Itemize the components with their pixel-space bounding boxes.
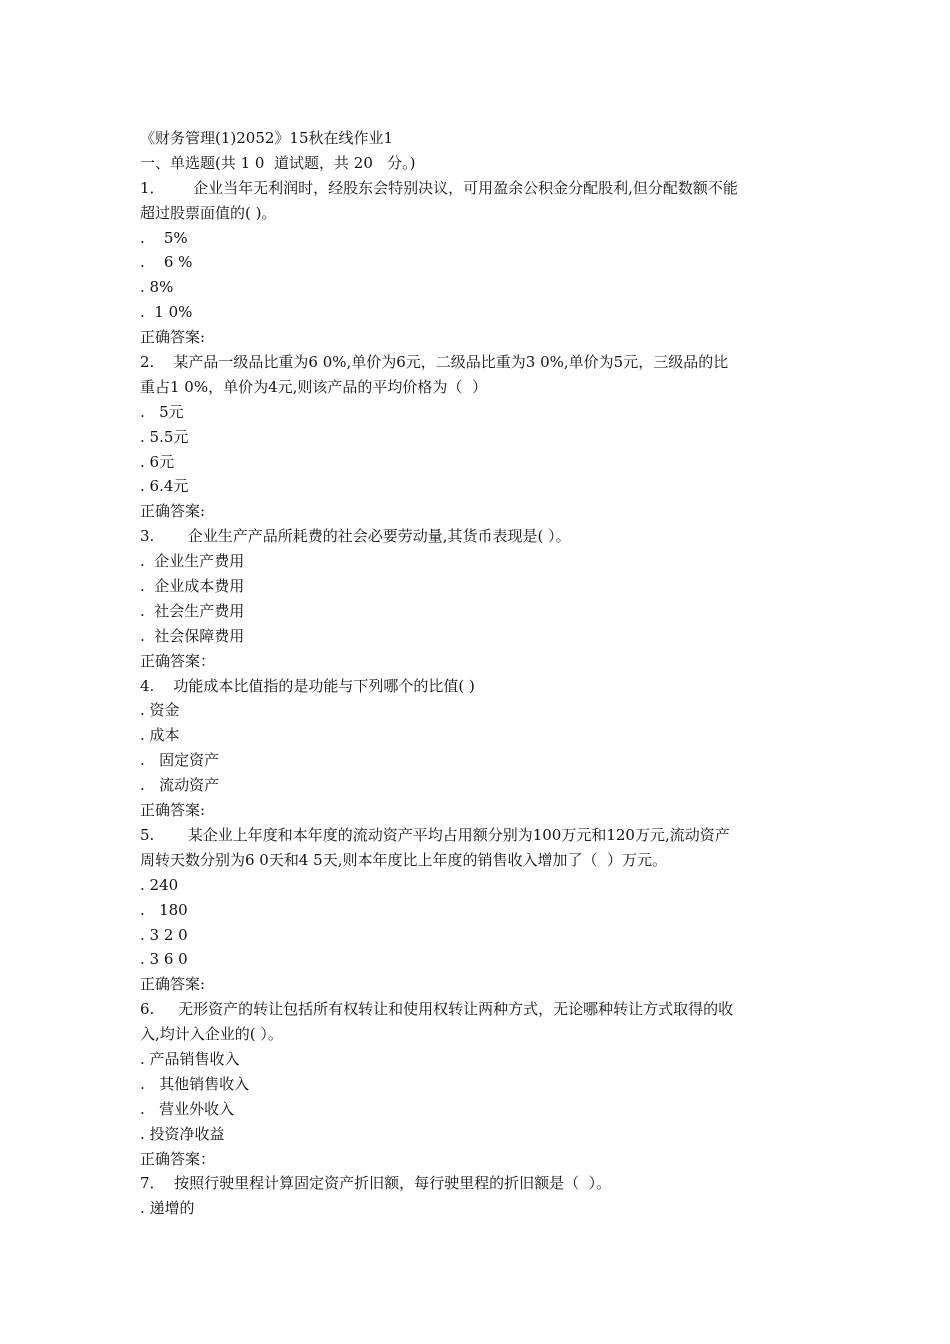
question-text: 1． 企业当年无利润时，经股东会特别决议，可用盈余公积金分配股利,但分配数额不能 (140, 178, 738, 197)
option-b: . 5.5元 (140, 427, 189, 446)
question-text: 入,均计入企业的( ）。 (140, 1025, 283, 1044)
answer-label: 正确答案： (140, 1149, 216, 1168)
option-c: . 3 2 0 (140, 925, 188, 944)
question-2 (140, 350, 820, 524)
option-d: . 6.4元 (140, 477, 189, 496)
question-1 (140, 176, 820, 350)
option-a: . 5元 (140, 402, 184, 421)
question-text: 3. 企业生产产品所耗费的社会必要劳动量,其货币表现是( ）。 (140, 527, 571, 546)
question-7 (140, 1171, 820, 1221)
answer-label: 正确答案: (140, 502, 206, 521)
option-b: . 180 (140, 900, 188, 919)
option-a: . 资金 (140, 701, 180, 720)
option-a: . 递增的 (140, 1199, 195, 1218)
option-d: . 投资净收益 (140, 1124, 225, 1143)
question-text: 6. 无形资产的转让包括所有权转让和使用权转让两种方式，无论哪种转让方式取得的收 (140, 1000, 734, 1019)
option-a: . 5% (140, 228, 188, 247)
question-text: 5. 某企业上年度和本年度的流动资产平均占用额分别为100万元和120万元,流动资产 (140, 825, 730, 844)
option-a: . 企业生产费用 (140, 552, 245, 571)
option-d: . 1 0% (140, 303, 193, 322)
document-body (140, 126, 820, 1221)
option-b: . 成本 (140, 726, 180, 745)
answer-label: 正确答案: (140, 328, 206, 347)
question-3 (140, 524, 820, 673)
option-c: . 社会生产费用 (140, 601, 245, 620)
option-d: . 流动资产 (140, 776, 220, 795)
option-a: . 240 (140, 875, 179, 894)
option-d: . 3 6 0 (140, 950, 188, 969)
option-c: . 固定资产 (140, 751, 220, 770)
question-4 (140, 674, 820, 823)
question-text: 重占1 0%，单价为4元,则该产品的平均价格为（ ） (140, 377, 487, 396)
option-c: . 6元 (140, 452, 175, 471)
option-b: . 企业成本费用 (140, 577, 245, 596)
answer-label: 正确答案: (140, 975, 206, 994)
question-5 (140, 823, 820, 997)
option-b: . 其他销售收入 (140, 1074, 250, 1093)
option-c: . 8% (140, 278, 174, 297)
option-b: . 6 % (140, 253, 193, 272)
option-a: . 产品销售收入 (140, 1049, 240, 1068)
document-title: 《财务管理(1)2052》15秋在线作业1 (140, 129, 394, 147)
question-text: 7． 按照行驶里程计算固定资产折旧额，每行驶里程的折旧额是（ ）。 (140, 1174, 612, 1193)
section-heading: 一、单选题(共 1 0 道试题，共 20 分。) (140, 153, 416, 172)
question-text: 2. 某产品一级品比重为6 0%,单价为6元，二级品比重为3 0%,单价为5元，三级品的比 (140, 353, 729, 372)
question-text: 4. 功能成本比值指的是功能与下列哪个的比值( ) (140, 676, 475, 695)
option-c: . 营业外收入 (140, 1099, 235, 1118)
question-text: 超过股票面值的( )。 (140, 203, 277, 222)
answer-label: 正确答案: (140, 801, 206, 820)
question-6 (140, 997, 820, 1171)
option-d: . 社会保障费用 (140, 626, 245, 645)
question-text: 周转天数分别为6 0天和4 5天,则本年度比上年度的销售收入增加了（ ）万元。 (140, 850, 668, 869)
answer-label: 正确答案： (140, 651, 216, 670)
